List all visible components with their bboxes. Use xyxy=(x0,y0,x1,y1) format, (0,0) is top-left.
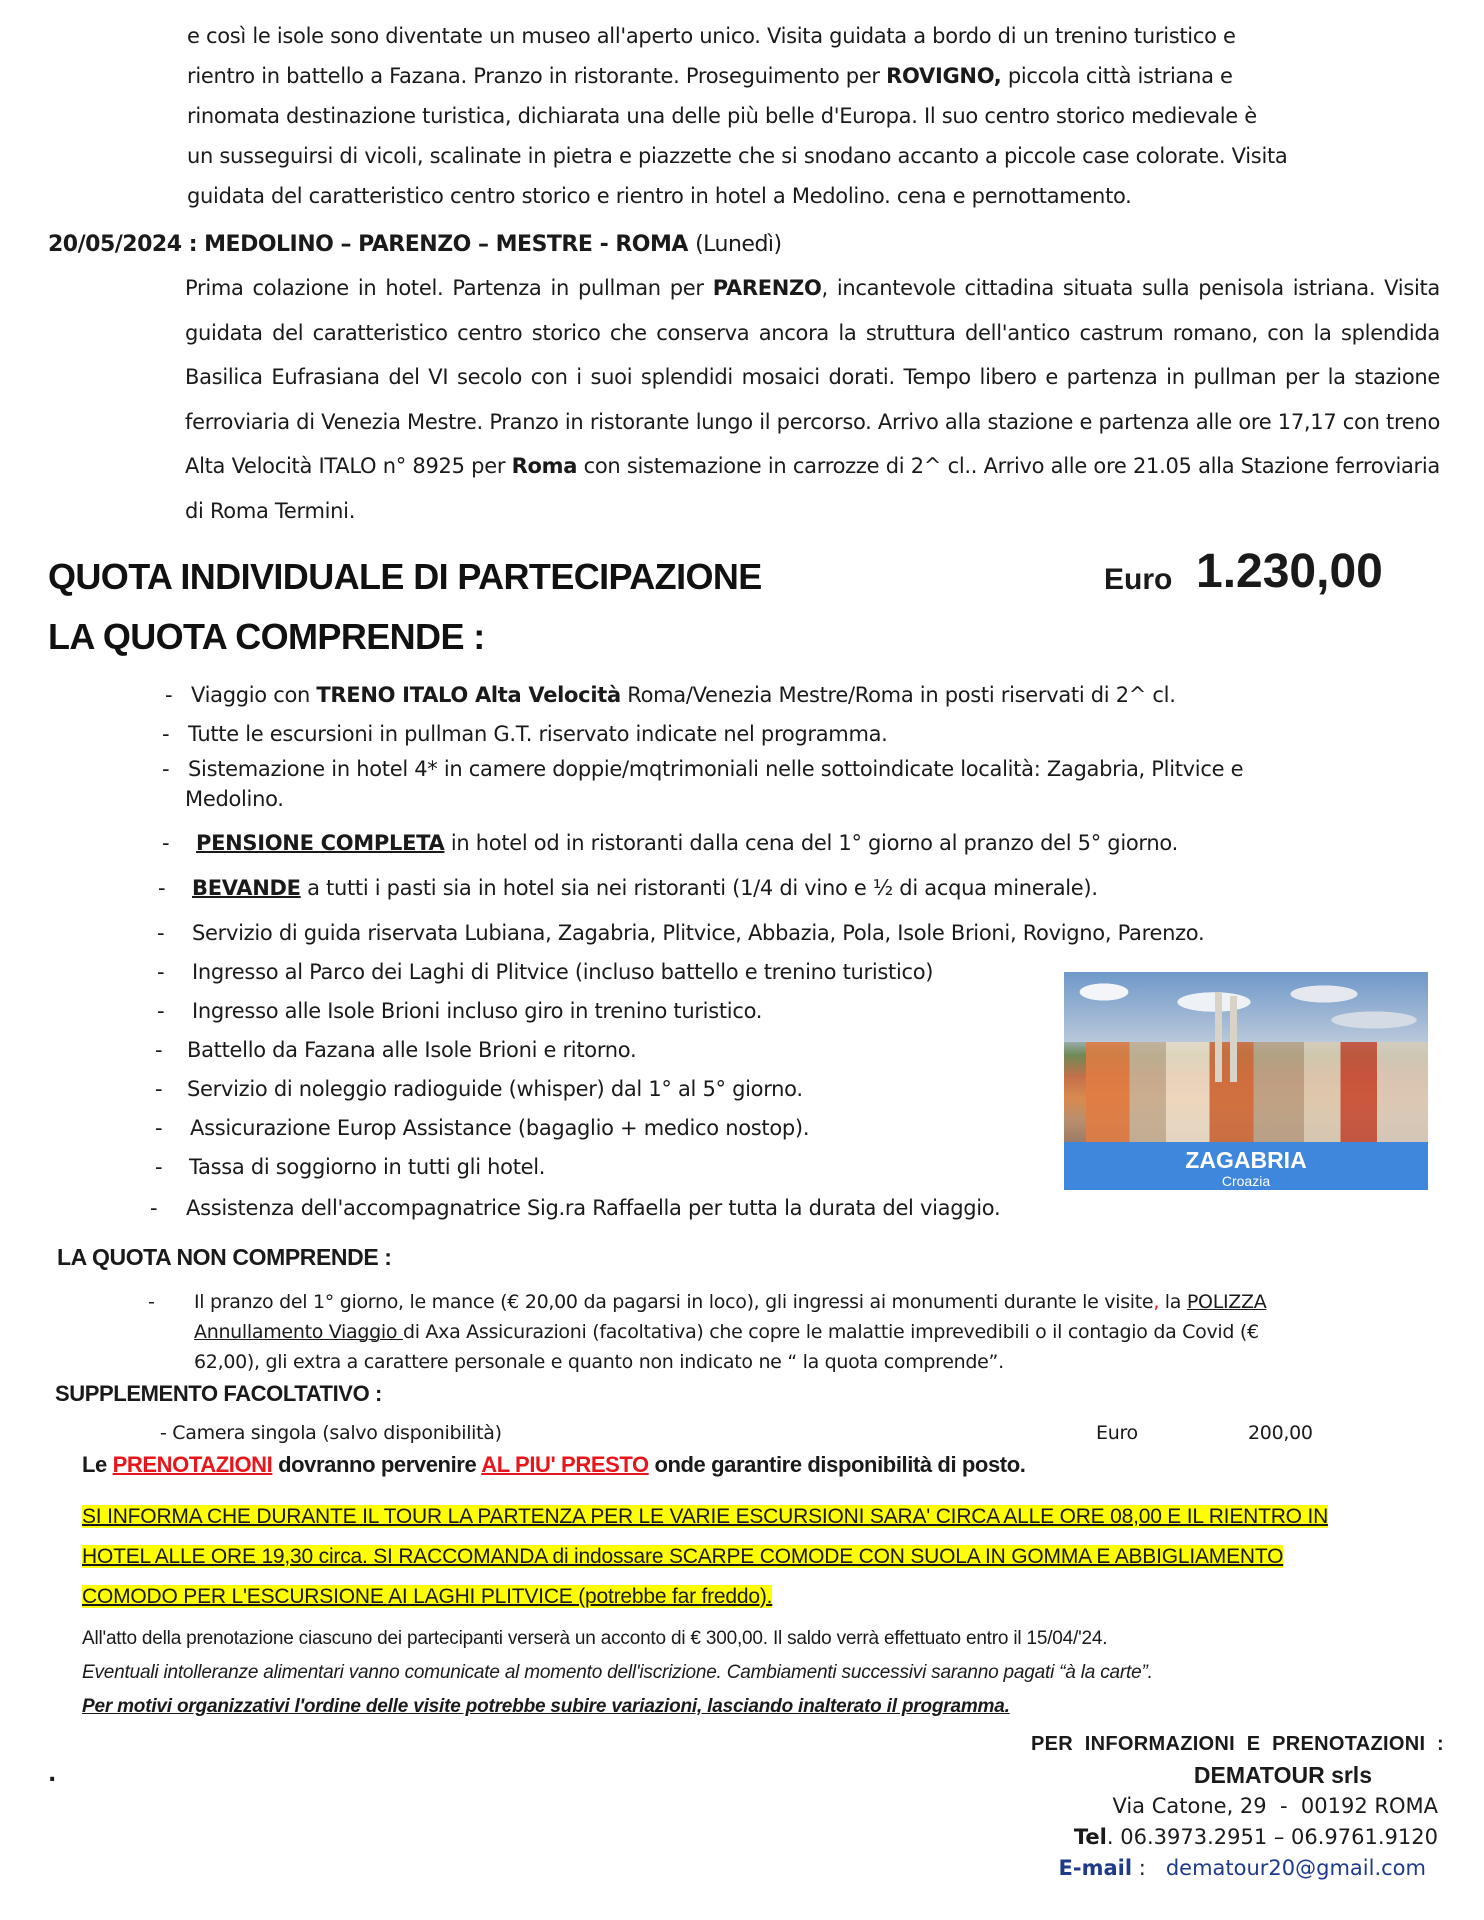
include-item-4: - PENSIONE COMPLETA in hotel od in ristoranti dalla cena del 1° giorno al pranzo del 5° giorno. xyxy=(162,831,1178,855)
include-item-12: - Tassa di soggiorno in tutti gli hotel. xyxy=(155,1155,546,1179)
intro-paragraph xyxy=(187,16,1437,216)
supplement-item: - Camera singola (salvo disponibilità) xyxy=(160,1422,502,1444)
supplement-amount: 200,00 xyxy=(1248,1422,1313,1444)
include-item-8: - Ingresso alle Isole Brioni incluso giro in trenino turistico. xyxy=(157,999,763,1023)
include-item-1: - Viaggio con TRENO ITALO Alta Velocità Roma/Venezia Mestre/Roma in posti riservati di 2^ cl. xyxy=(165,683,1176,707)
include-item-6: - Servizio di guida riservata Lubiana, Zagabria, Plitvice, Abbazia, Pola, Isole Brioni, Rovigno, Parenzo. xyxy=(157,921,1205,945)
intolerances-note: Eventuali intolleranze alimentari vanno comunicate al momento dell'iscrizione. Cambiamenti successivi saranno pagati “à la carte”. xyxy=(82,1662,1153,1683)
supplement-currency: Euro xyxy=(1096,1422,1138,1444)
roma-label: Roma xyxy=(511,454,578,478)
include-item-7: - Ingresso al Parco dei Laghi di Plitvice (incluso battello e trenino turistico) xyxy=(157,960,934,984)
intro-line-3: rinomata destinazione turistica, dichiarata una delle più belle d'Europa. Il suo centro storico medievale è xyxy=(187,104,1257,128)
intro-line-5: guidata del caratteristico centro storico e rientro in hotel a Medolino. cena e pernottamento. xyxy=(187,184,1132,208)
highlight-line-3: COMODO PER L'ESCURSIONE AI LAGHI PLITVICE (potrebbe far freddo). xyxy=(82,1585,773,1608)
zagabria-photo xyxy=(1064,972,1428,1190)
bevande-label: BEVANDE xyxy=(192,876,301,900)
variations-note: Per motivi organizzativi l'ordine delle visite potrebbe subire variazioni, lasciando inalterato il programma. xyxy=(82,1696,1010,1717)
intro-line-4: un susseguirsi di vicoli, scalinate in pietra e piazzette che si snodano accanto a piccole case colorate. Visita xyxy=(187,144,1288,168)
contact-heading: PER INFORMAZIONI E PRENOTAZIONI : xyxy=(1031,1733,1444,1755)
day-weekday: (Lunedì) xyxy=(695,232,782,257)
contact-block xyxy=(924,1728,1444,1884)
company-phone: Tel. 06.3973.2951 – 06.9761.9120 xyxy=(1073,1825,1438,1849)
excludes-item: - Il pranzo del 1° giorno, le mance (€ 20,00 da pagarsi in loco), gli ingressi ai monumenti durante le visite, la POLIZZA Annullamento Viaggio di Axa Assicurazioni (facoltativa) che copre le malattie imprevedibili o il contagio da Covid (€ 62,00), gli extra a carattere personale e quanto non indicato ne “ la quota comprende”. xyxy=(148,1291,1267,1373)
price-label: QUOTA INDIVIDUALE DI PARTECIPAZIONE xyxy=(48,556,762,597)
stray-dot: . xyxy=(48,1762,57,1787)
highlight-line-2: HOTEL ALLE ORE 19,30 circa. SI RACCOMANDA di indossare SCARPE COMODE CON SUOLA IN GOMMA E ABBIGLIAMENTO xyxy=(82,1545,1284,1568)
annullamento-link: Annullamento Viaggio xyxy=(194,1321,403,1343)
day-paragraph: Prima colazione in hotel. Partenza in pullman per PARENZO, incantevole cittadina situata sulla penisola istriana. Visita guidata del caratteristico centro storico che conserva ancora la struttura dell'antico castrum romano, con la splendida Basilica Eufrasiana del VI secolo con i suoi splendidi mosaici dorati. Tempo libero e partenza in pullman per la stazione ferroviaria di Venezia Mestre. Pranzo in ristorante lungo il percorso. Arrivo alla stazione e partenza alle ore 17,17 con treno Alta Velocità ITALO n° 8925 per Roma con sistemazione in carrozze di 2^ cl.. Arrivo alle ore 21.05 alla Stazione ferroviaria di Roma Termini. xyxy=(185,276,1440,523)
highlight-notice xyxy=(82,1497,1442,1617)
company-name: DEMATOUR srls xyxy=(1193,1762,1372,1788)
price-amount: 1.230,00 xyxy=(1196,545,1383,598)
day-date: 20/05/2024 xyxy=(48,232,182,257)
price-currency: Euro xyxy=(1104,563,1173,596)
include-item-5: - BEVANDE a tutti i pasti sia in hotel sia nei ristoranti (1/4 di vino e ½ di acqua minerale). xyxy=(158,876,1098,900)
include-item-9: - Battello da Fazana alle Isole Brioni e ritorno. xyxy=(155,1038,637,1062)
rovigno-label: ROVIGNO, xyxy=(886,64,1002,88)
include-item-2: - Tutte le escursioni in pullman G.T. riservato indicate nel programma. xyxy=(162,722,888,746)
parenzo-label: PARENZO xyxy=(712,276,822,300)
pensione-completa-label: PENSIONE COMPLETA xyxy=(196,831,445,855)
excludes-title: LA QUOTA NON COMPRENDE : xyxy=(57,1244,392,1270)
intro-line-1: e così le isole sono diventate un museo all'aperto unico. Visita guidata a bordo di un trenino turistico e xyxy=(187,24,1236,48)
includes-title: LA QUOTA COMPRENDE : xyxy=(48,616,485,657)
day-heading: 20/05/2024 : MEDOLINO – PARENZO – MESTRE - ROMA (Lunedì) xyxy=(48,232,782,257)
email-link[interactable]: dematour20@gmail.com xyxy=(1165,1856,1426,1880)
highlight-line-1: SI INFORMA CHE DURANTE IL TOUR LA PARTENZA PER LE VARIE ESCURSIONI SARA' CIRCA ALLE ORE 08,00 E IL RIENTRO IN xyxy=(82,1505,1329,1528)
photo-subtitle: Croazia xyxy=(1221,1173,1271,1190)
include-item-11: - Assicurazione Europ Assistance (bagaglio + medico nostop). xyxy=(155,1116,810,1140)
deposit-note: All'atto della prenotazione ciascuno dei partecipanti verserà un acconto di € 300,00. Il saldo verrà effettuato entro il 15/04/'24. xyxy=(82,1628,1108,1649)
booking-notice: Le PRENOTAZIONI dovranno pervenire AL PIU' PRESTO onde garantire disponibilità di posto. xyxy=(82,1452,1026,1477)
intro-line-2: rientro in battello a Fazana. Pranzo in ristorante. Proseguimento per ROVIGNO, piccola città istriana e xyxy=(187,64,1233,88)
day-route: MEDOLINO – PARENZO – MESTRE - ROMA xyxy=(204,232,688,257)
include-item-13: - Assistenza dell'accompagnatrice Sig.ra Raffaella per tutta la durata del viaggio. xyxy=(150,1196,1001,1220)
al-piu-presto-label: AL PIU' PRESTO xyxy=(481,1452,649,1477)
prenotazioni-label: PRENOTAZIONI xyxy=(112,1452,273,1477)
photo-title: ZAGABRIA xyxy=(1185,1147,1307,1174)
company-address: Via Catone, 29 - 00192 ROMA xyxy=(1112,1794,1438,1818)
company-email: E-mail : dematour20@gmail.com xyxy=(1058,1856,1426,1880)
polizza-link: POLIZZA xyxy=(1186,1291,1267,1313)
include-item-10: - Servizio di noleggio radioguide (whisper) dal 1° al 5° giorno. xyxy=(155,1077,803,1101)
include-item-3: - Sistemazione in hotel 4* in camere doppie/mqtrimoniali nelle sottoindicate località: Zagabria, Plitvice e Medolino. xyxy=(162,757,1244,811)
supplement-title: SUPPLEMENTO FACOLTATIVO : xyxy=(55,1381,382,1406)
photo-caption xyxy=(1064,1142,1428,1190)
